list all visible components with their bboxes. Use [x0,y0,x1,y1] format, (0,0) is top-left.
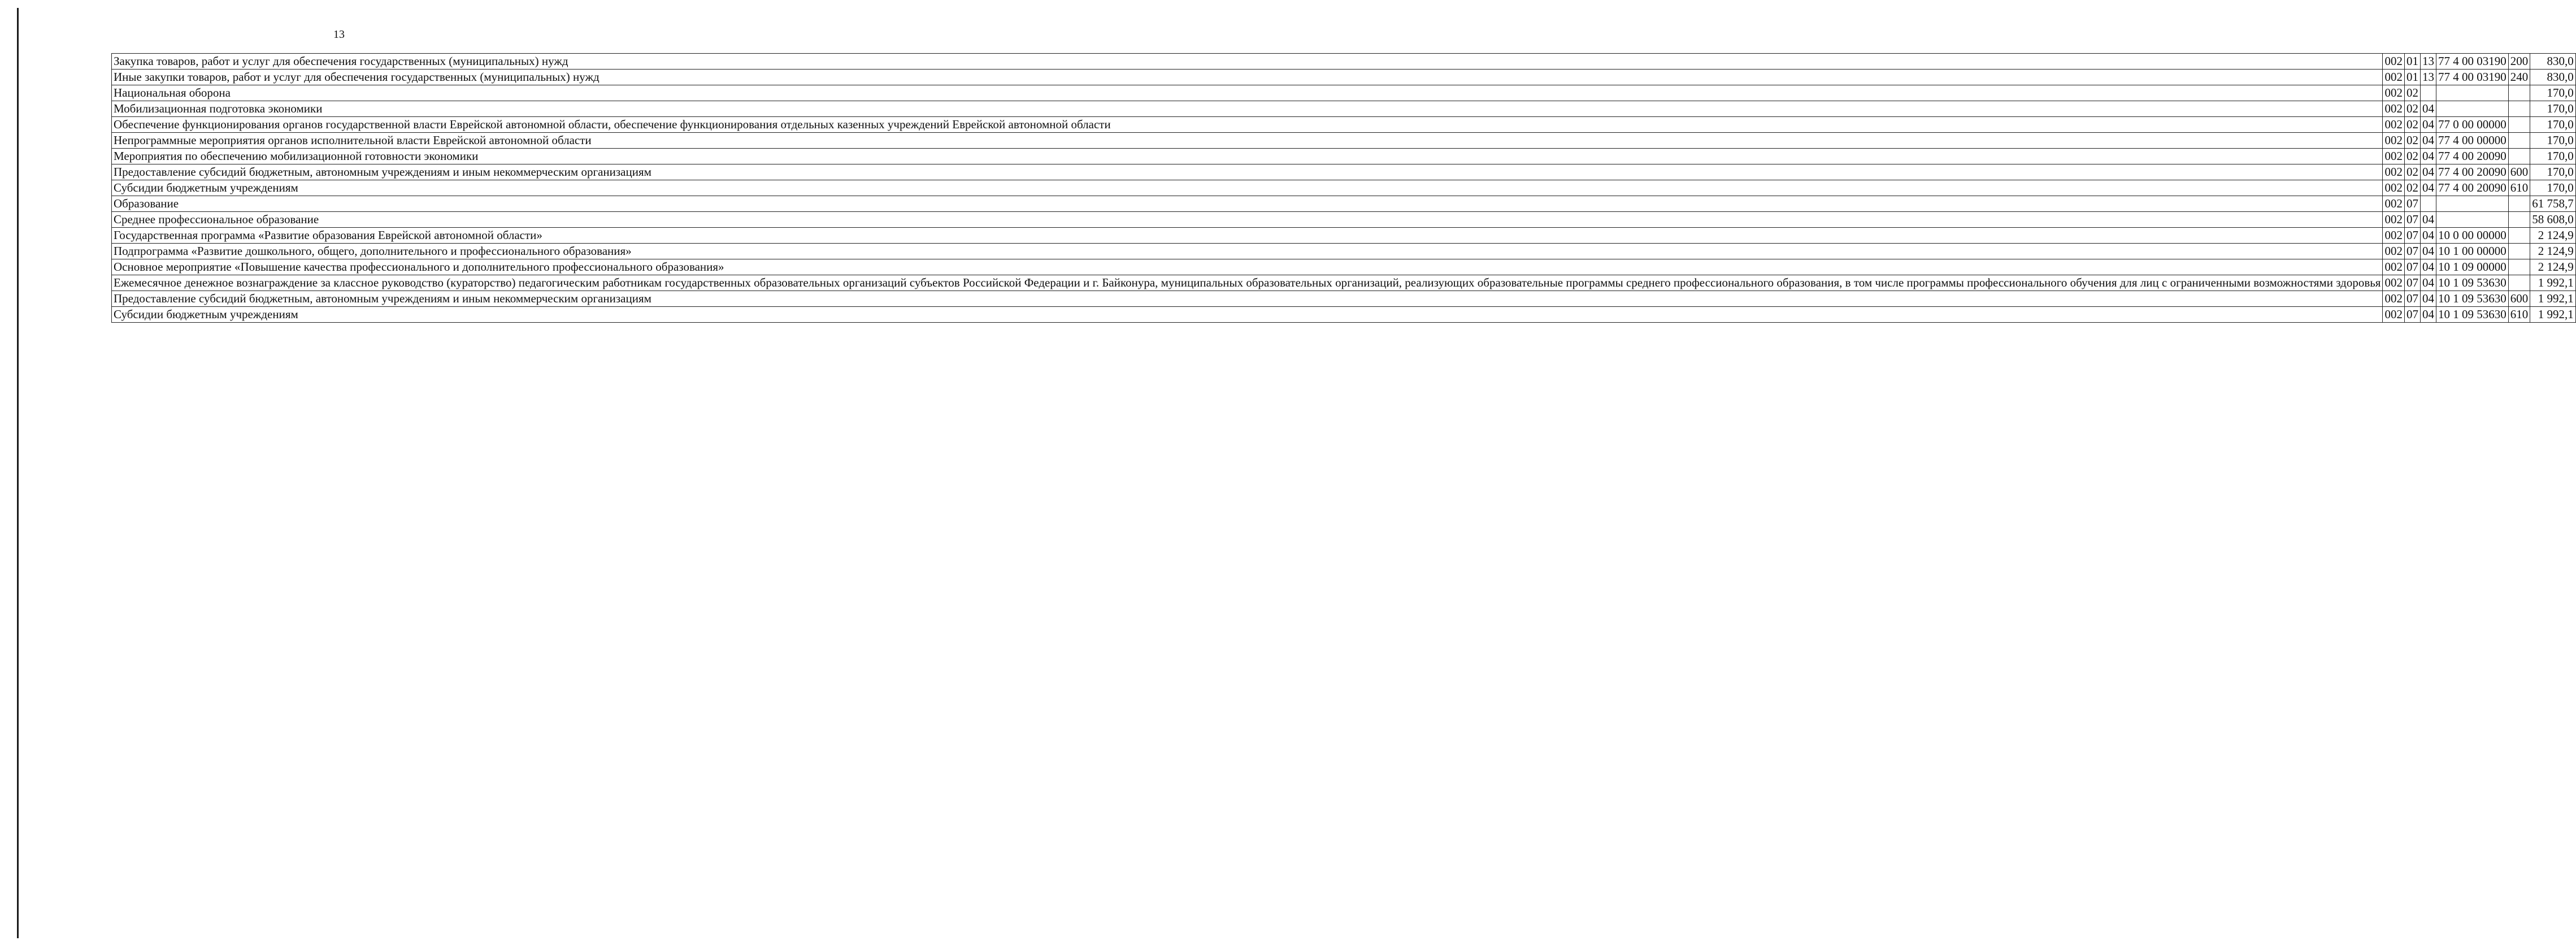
row-name: Обеспечение функционирования органов государственной власти Еврейской автономной области, обеспечение функционирования отдельных казенных учреждений Еврейской автономной области [112,117,2383,133]
table-row [112,133,2576,149]
cell-grbs: 002 [2383,117,2405,133]
table-row [112,228,2576,244]
cell-rz: 02 [2404,85,2420,101]
cell-grbs: 002 [2383,228,2405,244]
cell-vr [2508,149,2530,164]
cell-csr [2436,85,2508,101]
table-row [112,291,2576,307]
cell-amount: 2 124,9 [2530,244,2576,259]
table-row [112,85,2576,101]
table-row [112,70,2576,85]
table-row [112,54,2576,70]
cell-pr: 04 [2420,180,2436,196]
cell-rz: 02 [2404,164,2420,180]
cell-pr: 04 [2420,275,2436,291]
row-name: Среднее профессиональное образование [112,212,2383,228]
cell-grbs: 002 [2383,275,2405,291]
cell-rz: 02 [2404,101,2420,117]
cell-csr [2436,196,2508,212]
cell-csr: 10 1 00 00000 [2436,244,2508,259]
cell-vr [2508,133,2530,149]
cell-csr [2436,212,2508,228]
cell-amount: 170,0 [2530,180,2576,196]
cell-grbs: 002 [2383,259,2405,275]
cell-rz: 07 [2404,275,2420,291]
cell-csr: 77 4 00 20090 [2436,180,2508,196]
row-name: Ежемесячное денежное вознаграждение за классное руководство (кураторство) педагогическим работникам государственных образовательных организаций субъектов Российской Федерации и г. Байконура, муниципальных образовательных организаций, реализующих образовательные программы среднего профессионального образования, в том числе программы профессионального обучения для лиц с ограниченными возможностями здоровья [112,275,2383,291]
row-name: Закупка товаров, работ и услуг для обеспечения государственных (муниципальных) нужд [112,54,2383,70]
cell-rz: 02 [2404,180,2420,196]
cell-amount: 58 608,0 [2530,212,2576,228]
table-row [112,117,2576,133]
row-name: Национальная оборона [112,85,2383,101]
cell-rz: 07 [2404,228,2420,244]
cell-pr: 13 [2420,54,2436,70]
cell-amount: 170,0 [2530,149,2576,164]
cell-pr: 04 [2420,133,2436,149]
cell-amount: 830,0 [2530,70,2576,85]
cell-vr [2508,259,2530,275]
cell-rz: 07 [2404,307,2420,323]
cell-vr [2508,101,2530,117]
table-row [112,180,2576,196]
cell-vr [2508,244,2530,259]
cell-csr: 77 4 00 20090 [2436,149,2508,164]
cell-csr: 10 1 09 53630 [2436,275,2508,291]
cell-csr: 10 1 09 53630 [2436,291,2508,307]
row-name: Образование [112,196,2383,212]
cell-pr: 04 [2420,101,2436,117]
cell-csr: 10 1 09 00000 [2436,259,2508,275]
cell-rz: 02 [2404,117,2420,133]
row-name: Государственная программа «Развитие образования Еврейской автономной области» [112,228,2383,244]
cell-grbs: 002 [2383,70,2405,85]
row-name: Иные закупки товаров, работ и услуг для обеспечения государственных (муниципальных) нужд [112,70,2383,85]
cell-amount: 1 992,1 [2530,275,2576,291]
cell-amount: 61 758,7 [2530,196,2576,212]
cell-grbs: 002 [2383,85,2405,101]
page-number: 13 [333,28,345,41]
table-row [112,212,2576,228]
cell-rz: 07 [2404,196,2420,212]
table-row [112,259,2576,275]
row-name: Предоставление субсидий бюджетным, автономным учреждениям и иным некоммерческим организациям [112,164,2383,180]
cell-amount: 170,0 [2530,101,2576,117]
cell-pr [2420,196,2436,212]
row-name: Предоставление субсидий бюджетным, автономным учреждениям и иным некоммерческим организациям [112,291,2383,307]
cell-csr: 10 1 09 53630 [2436,307,2508,323]
cell-grbs: 002 [2383,54,2405,70]
cell-amount: 170,0 [2530,164,2576,180]
cell-vr: 600 [2508,291,2530,307]
cell-amount: 170,0 [2530,133,2576,149]
cell-rz: 02 [2404,133,2420,149]
cell-pr: 04 [2420,259,2436,275]
cell-csr: 10 0 00 00000 [2436,228,2508,244]
cell-vr [2508,117,2530,133]
cell-csr: 77 0 00 00000 [2436,117,2508,133]
cell-grbs: 002 [2383,307,2405,323]
cell-vr: 600 [2508,164,2530,180]
cell-vr [2508,85,2530,101]
cell-grbs: 002 [2383,196,2405,212]
cell-rz: 01 [2404,54,2420,70]
cell-pr: 04 [2420,291,2436,307]
cell-rz: 07 [2404,212,2420,228]
budget-table [111,53,2576,323]
cell-vr [2508,212,2530,228]
cell-pr: 04 [2420,307,2436,323]
cell-grbs: 002 [2383,101,2405,117]
cell-pr: 04 [2420,212,2436,228]
cell-amount: 2 124,9 [2530,228,2576,244]
cell-rz: 02 [2404,149,2420,164]
cell-rz: 01 [2404,70,2420,85]
cell-csr: 77 4 00 20090 [2436,164,2508,180]
row-name: Субсидии бюджетным учреждениям [112,307,2383,323]
cell-rz: 07 [2404,244,2420,259]
cell-grbs: 002 [2383,212,2405,228]
cell-grbs: 002 [2383,244,2405,259]
cell-grbs: 002 [2383,180,2405,196]
row-name: Непрограммные мероприятия органов исполнительной власти Еврейской автономной области [112,133,2383,149]
cell-csr: 77 4 00 00000 [2436,133,2508,149]
cell-rz: 07 [2404,259,2420,275]
cell-vr: 610 [2508,180,2530,196]
row-name: Мобилизационная подготовка экономики [112,101,2383,117]
cell-pr: 04 [2420,164,2436,180]
cell-pr: 04 [2420,149,2436,164]
cell-pr: 04 [2420,228,2436,244]
cell-vr [2508,228,2530,244]
cell-pr [2420,85,2436,101]
row-name: Мероприятия по обеспечению мобилизационной готовности экономики [112,149,2383,164]
cell-vr: 610 [2508,307,2530,323]
cell-grbs: 002 [2383,133,2405,149]
scan-edge-line [17,8,19,938]
row-name: Субсидии бюджетным учреждениям [112,180,2383,196]
cell-amount: 2 124,9 [2530,259,2576,275]
cell-amount: 830,0 [2530,54,2576,70]
cell-amount: 1 992,1 [2530,307,2576,323]
table-body [112,54,2576,323]
row-name: Основное мероприятие «Повышение качества профессионального и дополнительного профессионального образования» [112,259,2383,275]
cell-csr: 77 4 00 03190 [2436,54,2508,70]
cell-amount: 170,0 [2530,85,2576,101]
row-name: Подпрограмма «Развитие дошкольного, общего, дополнительного и профессионального образования» [112,244,2383,259]
cell-vr: 240 [2508,70,2530,85]
table-row [112,164,2576,180]
table-row [112,101,2576,117]
cell-csr [2436,101,2508,117]
cell-pr: 04 [2420,244,2436,259]
cell-pr: 04 [2420,117,2436,133]
table-row [112,307,2576,323]
cell-csr: 77 4 00 03190 [2436,70,2508,85]
table-row [112,196,2576,212]
cell-rz: 07 [2404,291,2420,307]
cell-vr [2508,196,2530,212]
table-row [112,149,2576,164]
cell-vr [2508,275,2530,291]
cell-grbs: 002 [2383,149,2405,164]
cell-vr: 200 [2508,54,2530,70]
cell-grbs: 002 [2383,291,2405,307]
cell-pr: 13 [2420,70,2436,85]
table-row [112,275,2576,291]
cell-amount: 170,0 [2530,117,2576,133]
cell-amount: 1 992,1 [2530,291,2576,307]
table-row [112,244,2576,259]
cell-grbs: 002 [2383,164,2405,180]
